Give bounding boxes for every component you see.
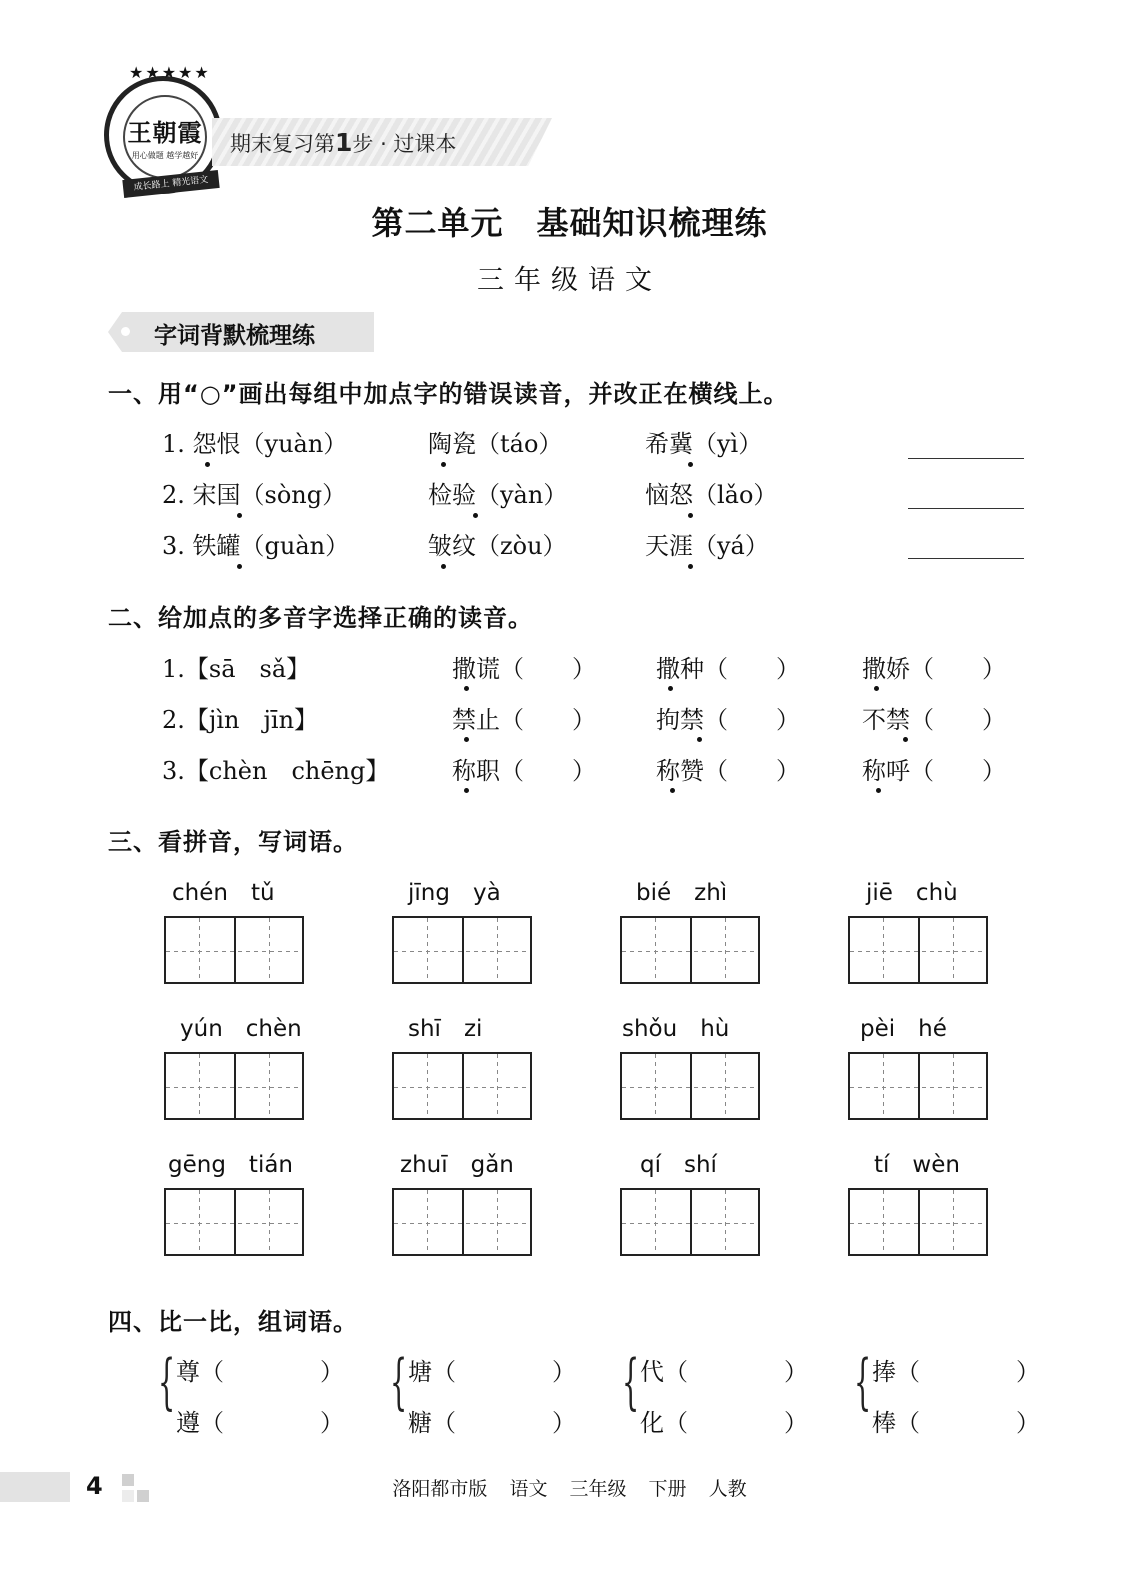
q1-item: 陶瓷（táo） — [428, 430, 563, 458]
brand-logo — [104, 63, 222, 194]
pinyin-label: yún chèn — [180, 1016, 302, 1042]
step-prefix: 期末复习第 — [230, 132, 335, 156]
writing-grid[interactable] — [392, 916, 532, 984]
writing-grid[interactable] — [620, 1052, 760, 1120]
page-title: 第二单元 基础知识梳理练 — [371, 204, 768, 242]
writing-grid[interactable] — [848, 916, 988, 984]
section-tag-label: 字词背默梳理练 — [154, 323, 315, 349]
pinyin-label: zhuī gǎn — [400, 1152, 514, 1178]
pinyin-label: jiē chù — [866, 880, 958, 906]
pinyin-label: bié zhì — [636, 880, 728, 906]
answer-line[interactable] — [908, 508, 1024, 509]
logo-banner: 成长路上 精光语文 — [122, 170, 219, 198]
brace-icon: { — [390, 1347, 408, 1417]
emphasis-dot — [205, 462, 210, 467]
step-number: 1 — [335, 128, 353, 157]
emphasis-dot — [874, 686, 879, 691]
pinyin-label: qí shí — [640, 1152, 717, 1178]
emphasis-dot — [464, 788, 469, 793]
step-label — [230, 128, 456, 158]
emphasis-dot — [688, 513, 693, 518]
pinyin-label: gēng tián — [168, 1152, 294, 1178]
brace-icon: { — [854, 1347, 872, 1417]
compare-word[interactable]: 糖（ ） — [408, 1409, 576, 1437]
q1-item: 恼怒（lǎo） — [645, 481, 778, 509]
writing-grid[interactable] — [164, 916, 304, 984]
q1-item: 天涯（yá） — [645, 532, 769, 560]
page-number: 4 — [86, 1472, 103, 1500]
logo-subtitle: 用心做题 越学越好 — [131, 151, 199, 160]
emphasis-dot — [473, 513, 478, 518]
q2-word[interactable]: 拘禁（ ） — [656, 706, 800, 734]
q1-item: 检验（yàn） — [428, 481, 568, 509]
q2-word[interactable]: 称赞（ ） — [656, 757, 800, 785]
step-suffix: 步 · 过课本 — [352, 132, 457, 156]
logo-stars: ★★★★★ — [129, 63, 211, 82]
emphasis-dot — [697, 737, 702, 742]
emphasis-dot — [903, 737, 908, 742]
q2-options: 2.【jìn jīn】 — [162, 706, 319, 734]
emphasis-dot — [688, 462, 693, 467]
question-3-heading: 三、看拼音，写词语。 — [108, 828, 358, 856]
q2-word[interactable]: 撒娇（ ） — [862, 655, 1006, 683]
emphasis-dot — [876, 788, 881, 793]
writing-grid[interactable] — [620, 916, 760, 984]
emphasis-dot — [441, 564, 446, 569]
emphasis-dot — [237, 513, 242, 518]
q2-word[interactable]: 禁止（ ） — [452, 706, 596, 734]
writing-grid[interactable] — [620, 1188, 760, 1256]
writing-grid[interactable] — [164, 1188, 304, 1256]
q2-word[interactable]: 称职（ ） — [452, 757, 596, 785]
question-4-heading: 四、比一比，组词语。 — [108, 1308, 358, 1336]
emphasis-dot — [464, 686, 469, 691]
question-2-heading: 二、给加点的多音字选择正确的读音。 — [108, 604, 533, 632]
writing-grid[interactable] — [848, 1188, 988, 1256]
q1-item: 1. 怨恨（yuàn） — [162, 430, 348, 458]
writing-grid[interactable] — [392, 1188, 532, 1256]
writing-grid[interactable] — [848, 1052, 988, 1120]
compare-word[interactable]: 棒（ ） — [872, 1409, 1040, 1437]
logo-name: 王朝霞 — [127, 118, 203, 147]
logo-seal — [123, 95, 207, 179]
answer-line[interactable] — [908, 458, 1024, 459]
q2-word[interactable]: 不禁（ ） — [862, 706, 1006, 734]
emphasis-dot — [464, 737, 469, 742]
compare-word[interactable]: 尊（ ） — [176, 1358, 344, 1386]
q2-options: 3.【chèn chēng】 — [162, 757, 390, 785]
brace-icon: { — [622, 1347, 640, 1417]
q2-options: 1.【sā sǎ】 — [162, 655, 311, 683]
compare-word[interactable]: 塘（ ） — [408, 1358, 576, 1386]
q2-word[interactable]: 撒谎（ ） — [452, 655, 596, 683]
tag-hole-icon — [121, 327, 130, 336]
answer-line[interactable] — [908, 558, 1024, 559]
q2-word[interactable]: 称呼（ ） — [862, 757, 1006, 785]
pinyin-label: tí wèn — [874, 1152, 960, 1178]
brace-icon: { — [158, 1347, 176, 1417]
pinyin-label: pèi hé — [860, 1016, 947, 1042]
emphasis-dot — [441, 462, 446, 467]
emphasis-dot — [237, 564, 242, 569]
q1-item: 2. 宋国（sòng） — [162, 481, 347, 509]
compare-word[interactable]: 捧（ ） — [872, 1358, 1040, 1386]
pinyin-label: jīng yà — [408, 880, 501, 906]
emphasis-dot — [688, 564, 693, 569]
question-1-heading: 一、用“○”画出每组中加点字的错误读音，并改正在横线上。 — [108, 380, 789, 408]
q1-item: 皱纹（zòu） — [428, 532, 567, 560]
emphasis-dot — [668, 686, 673, 691]
writing-grid[interactable] — [164, 1052, 304, 1120]
q2-word[interactable]: 撒种（ ） — [656, 655, 800, 683]
compare-word[interactable]: 遵（ ） — [176, 1409, 344, 1437]
footer-edition: 洛阳都市版 语文 三年级 下册 人教 — [392, 1478, 747, 1500]
writing-grid[interactable] — [392, 1052, 532, 1120]
q1-item: 3. 铁罐（guàn） — [162, 532, 350, 560]
page-subtitle: 三年级语文 — [477, 265, 662, 296]
pinyin-label: shǒu hù — [622, 1016, 730, 1042]
emphasis-dot — [670, 788, 675, 793]
pinyin-label: shī zi — [408, 1016, 483, 1042]
pinyin-label: chén tǔ — [172, 880, 275, 906]
q1-item: 希冀（yì） — [645, 430, 763, 458]
compare-word[interactable]: 代（ ） — [640, 1358, 808, 1386]
compare-word[interactable]: 化（ ） — [640, 1409, 808, 1437]
